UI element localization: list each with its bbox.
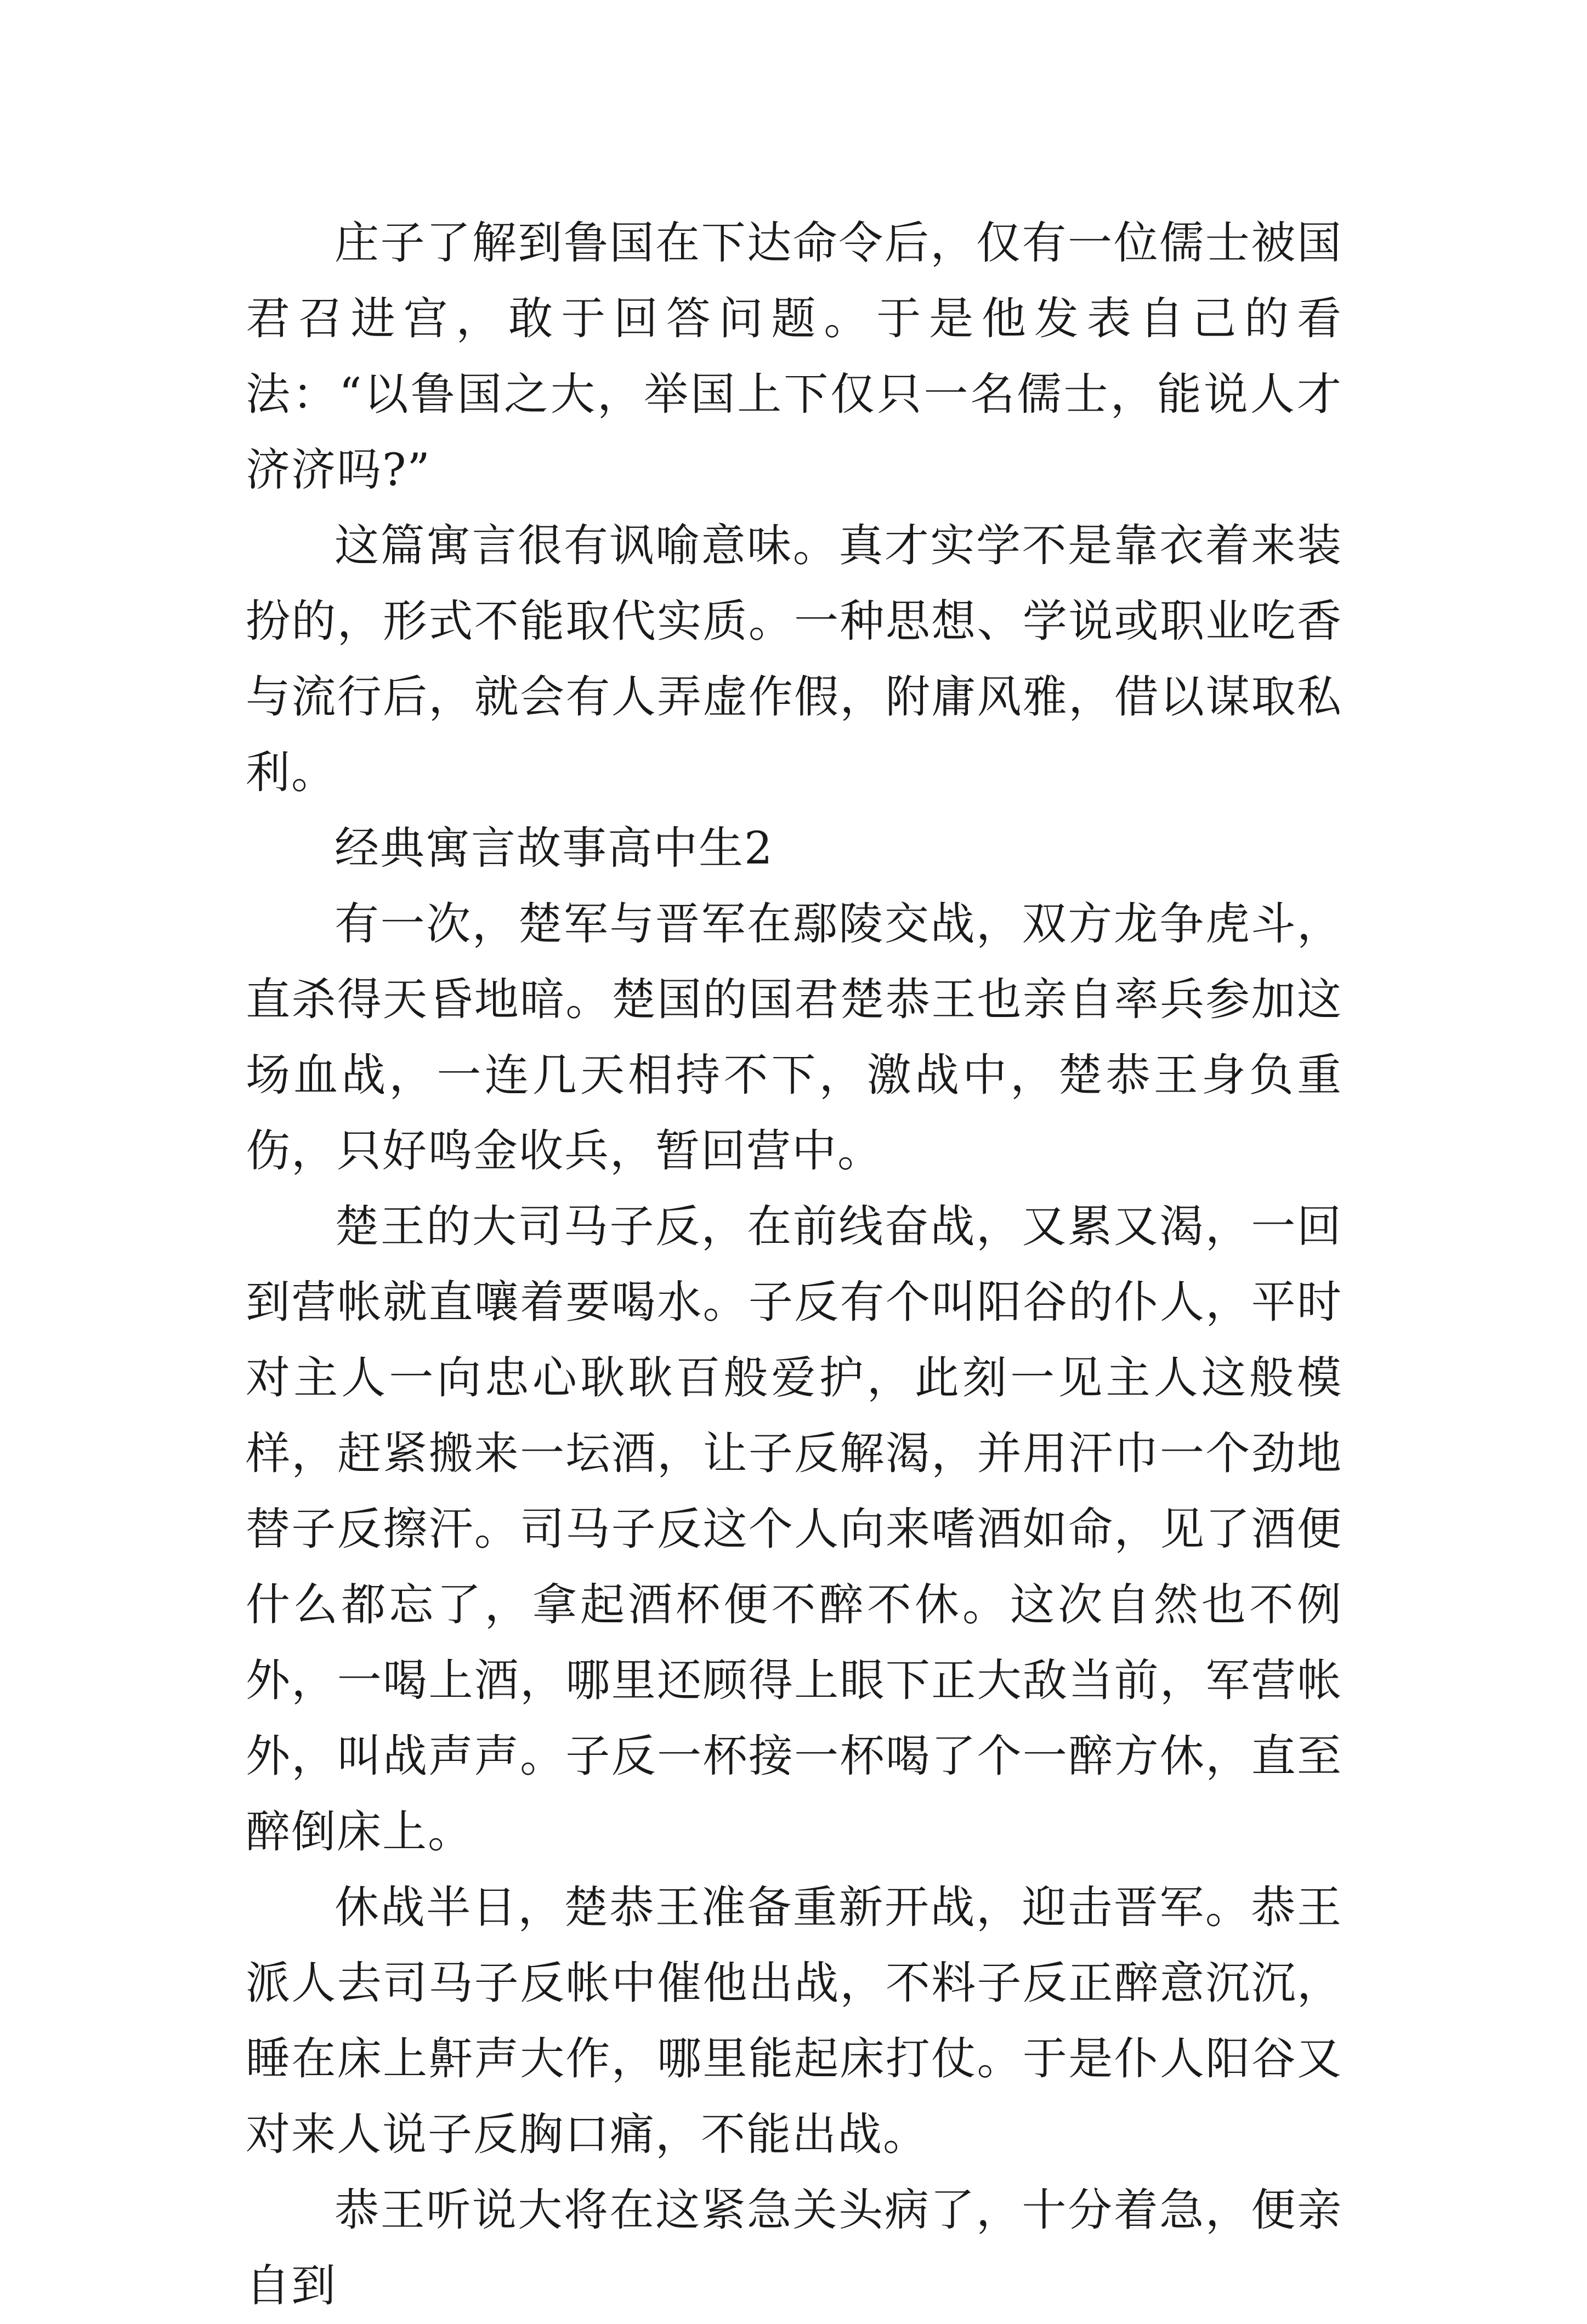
paragraph-king-visits: 恭王听说大将在这紧急关头病了，十分着急，便亲自到 bbox=[246, 2185, 1342, 2312]
paragraph-lu-state-scholar: 庄子了解到鲁国在下达命令后，仅有一位儒士被国君召进宫，敢于回答问题。于是他发表自己的看法：“以鲁国之大，举国上下仅只一名儒士，能说人才济济吗?” bbox=[246, 218, 1342, 496]
section-heading: 经典寓言故事高中生2 bbox=[335, 823, 774, 874]
paragraph-zifan-drinking: 楚王的大司马子反，在前线奋战，又累又渴，一回到营帐就直嚷着要喝水。子反有个叫阳谷的仆人，平时对主人一向忠心耿耿百般爱护，此刻一见主人这般模样，赶紧搬来一坛酒，让子反解渴，并用汗巾一个劲地替子反擦汗。司马子反这个人向来嗜酒如命，见了酒便什么都忘了，拿起酒杯便不醉不休。这次自然也不例外，一喝上酒，哪里还顾得上眼下正大敌当前，军营帐外，叫战声声。子反一杯接一杯喝了个一醉方休，直至醉倒床上。 bbox=[246, 1201, 1342, 1858]
document-body bbox=[246, 206, 1342, 2324]
paragraph-ceasefire: 休战半日，楚恭王准备重新开战，迎击晋军。恭王派人去司马子反帐中催他出战，不料子反正醉意沉沉，睡在床上鼾声大作，哪里能起床打仗。于是仆人阳谷又对来人说子反胸口痛，不能出战。 bbox=[246, 1882, 1342, 2161]
paragraph-battle-of-yanling: 有一次，楚军与晋军在鄢陵交战，双方龙争虎斗，直杀得天昏地暗。楚国的国君楚恭王也亲自率兵参加这场血战，一连几天相持不下，激战中，楚恭王身负重伤，只好鸣金收兵，暂回营中。 bbox=[246, 899, 1342, 1177]
paragraph-fable-moral: 这篇寓言很有讽喻意味。真才实学不是靠衣着来装扮的，形式不能取代实质。一种思想、学说或职业吃香与流行后，就会有人弄虚作假，附庸风雅，借以谋取私利。 bbox=[246, 520, 1342, 799]
